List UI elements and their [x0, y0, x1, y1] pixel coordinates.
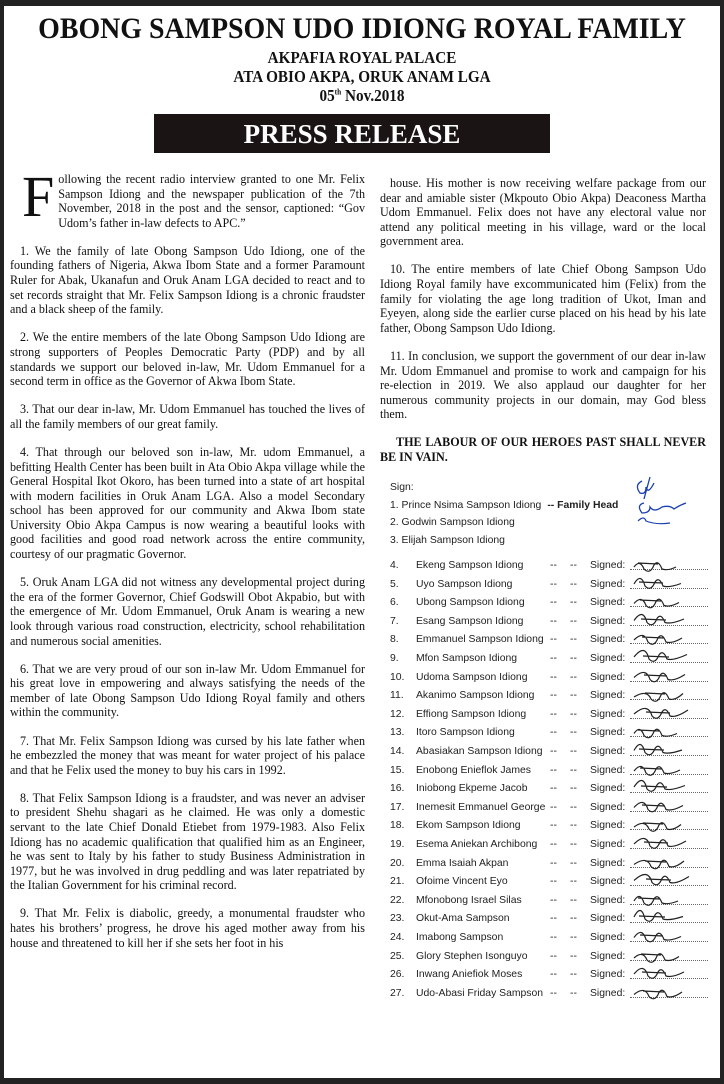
signed-label: Signed:: [590, 578, 626, 590]
dash: --: [570, 783, 577, 795]
signed-label: Signed:: [590, 560, 626, 572]
signatory-name: Ofoime Vincent Eyo: [416, 876, 508, 888]
dash: --: [550, 801, 557, 813]
dash: --: [550, 913, 557, 925]
body-paragraph: 9. That Mr. Felix is diabolic, greedy, a monumental fraudster who hates his brothers’ progress, he drove his aged mother away from his house and threatened to kill her if she sets her foot in his: [10, 906, 365, 950]
drop-cap: F: [22, 164, 55, 229]
body-paragraph: 5. Oruk Anam LGA did not witness any developmental project during the era of the former Governor, Chief Godswill Obot Akpabio, but with the emergence of Mr. Udom Emmanuel, Oruk Anam is wearing a new look through various road construction, electricity, school rehabilitation and numerous social amenities.: [10, 575, 365, 648]
dash: --: [570, 671, 577, 683]
right-column: [380, 176, 706, 1003]
signed-label: Signed:: [590, 690, 626, 702]
signatory-number: 7.: [390, 615, 399, 627]
signatory-number: 10.: [390, 671, 405, 683]
palace-name: AKPAFIA ROYAL PALACE: [267, 48, 457, 67]
signatory-number: 11.: [390, 690, 404, 702]
family-title: OBONG SAMPSON UDO IDIONG ROYAL FAMILY: [38, 12, 686, 45]
signed-label: Signed:: [590, 597, 626, 609]
signed-label: Signed:: [590, 857, 626, 869]
dash: --: [570, 708, 577, 720]
signatory-number: 25.: [390, 950, 405, 962]
signatory-name: Udo-Abasi Friday Sampson: [416, 987, 544, 999]
dash: --: [550, 615, 557, 627]
signatory-name: 3. Elijah Sampson Idiong: [390, 534, 505, 546]
dash: --: [550, 987, 557, 999]
signatory-name: Mfonobong Israel Silas: [416, 894, 522, 906]
dash: --: [570, 597, 577, 609]
signed-label: Signed:: [590, 727, 626, 739]
signed-label: Signed:: [590, 950, 626, 962]
signed-label: Signed:: [590, 931, 626, 943]
date: [29, 87, 695, 105]
dash: --: [550, 597, 557, 609]
signatory-number: 13.: [390, 727, 405, 739]
signed-label: Signed:: [590, 894, 626, 906]
signatory-name: Imabong Sampson: [416, 931, 504, 943]
signatory-name: Glory Stephen Isonguyo: [416, 950, 528, 962]
date-month-year: Nov.2018: [341, 86, 405, 105]
signatory-number: 23.: [390, 913, 405, 925]
signatory-number: 5.: [390, 578, 399, 590]
signatory-number: 9.: [390, 653, 399, 665]
signatory-name: Okut-Ama Sampson: [416, 913, 510, 925]
family-head-label: -- Family Head: [547, 499, 619, 511]
dash: --: [550, 727, 557, 739]
dash: --: [570, 969, 577, 981]
signatory-number: 8.: [390, 634, 399, 646]
dash: --: [570, 876, 577, 888]
signatory-name: Itoro Sampson Idiong: [416, 727, 515, 739]
signatory-name: 1. Prince Nsima Sampson Idiong: [390, 499, 542, 511]
signatory-number: 14.: [390, 746, 405, 758]
body-paragraph: 7. That Mr. Felix Sampson Idiong was cursed by his late father when he embezzled the money that was meant for water project of his palace and that he Felix used the money to buy his cars in 1992.: [10, 733, 365, 777]
dash: --: [550, 708, 557, 720]
dash: --: [570, 746, 577, 758]
body-paragraph: 4. That through our beloved son in-law, Mr. udom Emmanuel, a befitting Health Center has been built in Ata Obio Akpa village while the General Hospital Ikot Okoro, has been turned into a state of art hospital with modern facilities in Oruk Anam LGA. Also a model Secondary school has been approved for our community and Akwa Ibom state University Obio Akpa Campus is now wearing a beautiful looks with good facilities and good road network across the entire community, courtesy of our pragmatic Governor.: [10, 444, 365, 562]
signatory-name: Ekom Sampson Idiong: [416, 820, 521, 832]
signatory-number: 27.: [390, 987, 405, 999]
signatory-name: Udoma Sampson Idiong: [416, 671, 528, 683]
dash: --: [570, 820, 577, 832]
dash: --: [550, 746, 557, 758]
body-paragraph: house. His mother is now receiving welfare package from our dear and amiable sister (Mkpouto Obio Akpa) Deaconess Martha Udom Emmanuel. Felix does not have any electoral value nor attend any political meeting in his village, ward or the local government area.: [380, 176, 706, 249]
dash: --: [550, 839, 557, 850]
signatory-number: 21.: [390, 876, 405, 888]
signatory-number: 19.: [390, 839, 405, 850]
signatory-number: 22.: [390, 894, 405, 906]
dash: --: [570, 857, 577, 869]
dash: --: [570, 801, 577, 813]
signatory-number: 12.: [390, 708, 405, 720]
dash: --: [570, 764, 577, 776]
signed-label: Signed:: [590, 969, 626, 981]
dash: --: [570, 615, 577, 627]
body-paragraph: 8. That Felix Sampson Idiong is a fraudster, and was never an adviser to president Shehu shagari as he claimed. He was only a domestic servant to the late Chief Donald Etiebet from 1979-1983. Also Felix Idiong has no academic qualification that qualified him as an Engineer, he was sent to Italy by his father to study Business Administration in 1977, but he was involved in drug peddling and was later repatriated by the Italian Government for his criminal record.: [10, 790, 365, 893]
dash: --: [570, 839, 577, 850]
signatory-name: Esang Sampson Idiong: [416, 615, 524, 627]
signatory-name: Iniobong Ekpeme Jacob: [416, 783, 528, 795]
location: ATA OBIO AKPA, ORUK ANAM LGA: [233, 67, 491, 86]
sign-label: Sign:: [390, 481, 414, 493]
dash: --: [570, 653, 577, 665]
signatory-head-row: [390, 532, 720, 550]
dash: --: [550, 857, 557, 869]
signatory-name: Inemesit Emmanuel George: [416, 801, 546, 813]
signatory-name: Abasiakan Sampson Idiong: [416, 746, 543, 758]
signatory-name: Emmanuel Sampson Idiong: [416, 634, 544, 646]
signed-label: Signed:: [590, 746, 626, 758]
dash: --: [570, 913, 577, 925]
dash: --: [550, 931, 557, 943]
date-suffix: th: [334, 87, 342, 97]
signature-icon: [630, 981, 700, 1003]
signatory-number: 18.: [390, 820, 405, 832]
dash: --: [570, 560, 577, 572]
dash: --: [550, 764, 557, 776]
signed-label: Signed:: [590, 634, 626, 646]
dash: --: [550, 950, 557, 962]
signatory-number: 20.: [390, 857, 405, 869]
dash: --: [570, 894, 577, 906]
dash: --: [550, 876, 557, 888]
signed-label: Signed:: [590, 876, 626, 888]
signed-label: Signed:: [590, 653, 626, 665]
signatory-name: 2. Godwin Sampson Idiong: [390, 517, 515, 529]
dash: --: [550, 690, 557, 702]
body-paragraph: 1. We the family of late Obong Sampson Udo Idiong, one of the founding fathers of Nigeria, Akwa Ibom State and a former Paramount Ruler for Abak, Ukanafun and Oruk Anam LGA decided to react and to set records straight that Mr. Felix Sampson Idiong is a chronic fraudster and a black sheep of the family.: [10, 243, 365, 317]
dash: --: [570, 578, 577, 590]
signed-label: Signed:: [590, 764, 626, 776]
body-paragraph: 11. In conclusion, we support the government of our dear in-law Mr. Udom Emmanuel and promise to work and campaign for his re-election in 2019. We also applaud our daughter for her numerous community projects in our domain, may God bless them.: [380, 348, 706, 422]
signed-label: Signed:: [590, 987, 626, 999]
signed-label: Signed:: [590, 615, 626, 627]
signed-label: Signed:: [590, 801, 626, 813]
dash: --: [550, 578, 557, 590]
dash: --: [570, 727, 577, 739]
dash: --: [550, 820, 557, 832]
signed-label: Signed:: [590, 913, 626, 925]
signatory-number: 6.: [390, 597, 399, 609]
signatory-name: Ekeng Sampson Idiong: [416, 560, 524, 572]
signatory-name: Enobong Enieflok James: [416, 764, 531, 776]
dash: --: [550, 969, 557, 981]
intro-paragraph: [10, 164, 365, 230]
signatory-number: 16.: [390, 783, 405, 795]
dash: --: [550, 634, 557, 646]
signatory-name: Uyo Sampson Idiong: [416, 578, 513, 590]
body-paragraph: 2. We the entire members of the late Obong Sampson Udo Idiong are strong supporters of Peoples Democratic Party (PDP) and by all standards we support our beloved in-law, Mr. Udom Emmanuel for a second term in office as the Governor of Akwa Ibom State.: [10, 330, 365, 389]
signatory-name: Mfon Sampson Idiong: [416, 653, 518, 665]
signatory-number: 17.: [390, 801, 405, 813]
signed-label: Signed:: [590, 783, 626, 795]
press-release-banner: PRESS RELEASE: [154, 114, 550, 153]
body-paragraph: 6. That we are very proud of our son in-law Mr. Udom Emmanuel for his great love in empowering and always satisfying the needs of the member of late Obong Sampson Udo Idiong Royal family and others within the community.: [10, 661, 365, 720]
signatory-name: Emma Isaiah Akpan: [416, 857, 509, 869]
body-paragraph: 10. The entire members of late Chief Obong Sampson Udo Idiong Royal family have excommunicated him (Felix) from the family for violating the age long tradition of Ukot, Iman and Eyeyen, along side the earlier curse placed on his head by his late father, Obong Sampson Udo Idiong.: [380, 262, 706, 335]
signed-label: Signed:: [590, 671, 626, 683]
signatory-number: 15.: [390, 764, 405, 776]
dash: --: [570, 690, 577, 702]
signatory-name: Esema Aniekan Archibong: [416, 839, 538, 850]
date-day: 05: [319, 86, 335, 105]
dash: --: [550, 653, 557, 665]
dash: --: [550, 671, 557, 683]
dash: --: [550, 560, 557, 572]
signatory-number: 4.: [390, 560, 399, 572]
signatory-number: 26.: [390, 969, 405, 981]
dash: --: [550, 783, 557, 795]
signed-label: Signed:: [590, 708, 626, 720]
signed-label: Signed:: [590, 839, 626, 850]
dash: --: [550, 894, 557, 906]
dash: --: [570, 931, 577, 943]
signatories: [390, 479, 720, 1004]
intro-text: ollowing the recent radio interview granted to one Mr. Felix Sampson Idiong and the newspaper publication of the 7th November, 2018 in the post and the sensor, captioned: “Gov Udom’s father in-law defects to APC.”: [58, 172, 365, 230]
signatory-row: [390, 985, 720, 1004]
body-paragraph: 3. That our dear in-law, Mr. Udom Emmanuel has touched the lives of all the family members of our great family.: [10, 402, 365, 431]
left-column: [10, 164, 365, 964]
signatory-name: Akanimo Sampson Idiong: [416, 690, 535, 702]
head-signatures-icon: [630, 473, 710, 533]
signatory-name: Effiong Sampson Idiong: [416, 708, 527, 720]
signed-label: Signed:: [590, 820, 626, 832]
slogan: THE LABOUR OF OUR HEROES PAST SHALL NEVER BE IN VAIN.: [380, 435, 706, 464]
dash: --: [570, 634, 577, 646]
signatory-name: Inwang Aniefiok Moses: [416, 969, 523, 981]
dash: --: [570, 950, 577, 962]
dash: --: [570, 987, 577, 999]
signatory-name: Ubong Sampson Idiong: [416, 597, 525, 609]
signatory-number: 24.: [390, 931, 405, 943]
